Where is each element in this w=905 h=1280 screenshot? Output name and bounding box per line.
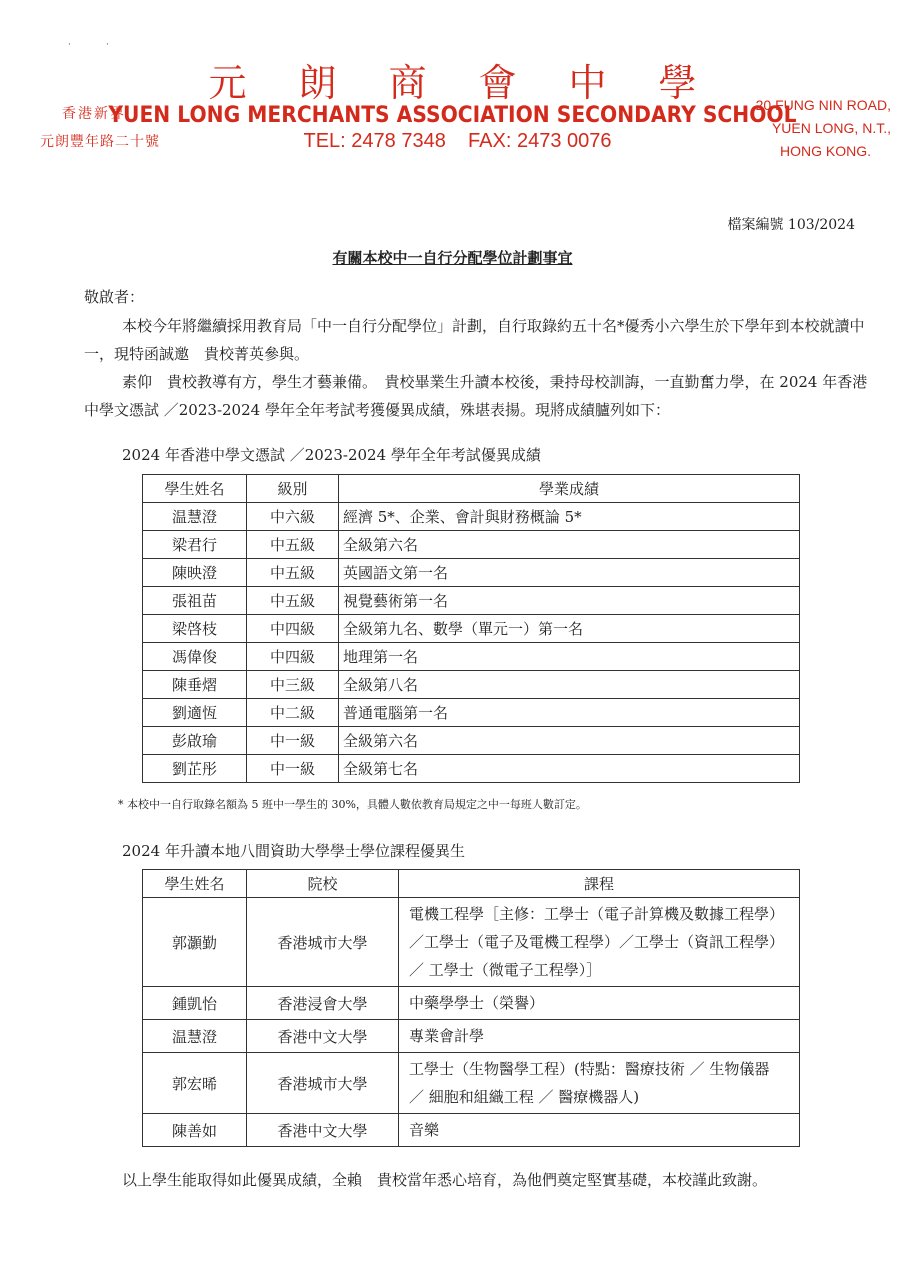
table-header-row xyxy=(143,475,800,503)
table-row xyxy=(143,671,800,699)
table-cell: 香港中文大學 xyxy=(247,1020,399,1053)
table-row xyxy=(143,643,800,671)
table-cell: 中五級 xyxy=(247,559,339,587)
table-cell: 香港城市大學 xyxy=(247,1053,399,1114)
paragraph-2 xyxy=(84,368,874,424)
table-cell: 香港中文大學 xyxy=(247,1114,399,1147)
scan-mark: · xyxy=(68,40,71,50)
table-row xyxy=(143,559,800,587)
scan-mark: · xyxy=(106,40,109,50)
address-chinese-line2: 元朗豐年路二十號 xyxy=(40,134,160,150)
address-english-line1: 20 FUNG NIN ROAD, xyxy=(755,97,891,113)
closing-paragraph: 以上學生能取得如此優異成績，全賴 貴校當年悉心培育，為他們奠定堅實基礎，本校謹此致謝。 xyxy=(122,1171,768,1189)
table-cell: 視覺藝術第一名 xyxy=(339,587,800,615)
table-row xyxy=(143,699,800,727)
header-institution: 院校 xyxy=(247,870,399,898)
header-name: 學生姓名 xyxy=(143,870,247,898)
table-row xyxy=(143,755,800,783)
table-row xyxy=(143,531,800,559)
paragraph-1 xyxy=(84,312,874,368)
table-cell: 中二級 xyxy=(247,699,339,727)
header-level: 級別 xyxy=(247,475,339,503)
table-cell: 香港城市大學 xyxy=(247,898,399,987)
paragraph-2-text: 素仰 貴校教導有方，學生才藝兼備。 貴校畢業生升讀本校後，秉持母校訓誨，一直勤奮力學，在 2024 年香港中學文憑試 ／2023-2024 學年全年考試考獲優異成績，殊堪表揚。現將成績臚列如下： xyxy=(84,373,868,419)
header-programme: 課程 xyxy=(399,870,800,898)
table-cell: 全級第七名 xyxy=(339,755,800,783)
document-title: 有關本校中一自行分配學位計劃事宜 xyxy=(332,249,573,267)
table-row xyxy=(143,1020,800,1053)
school-name-chinese: 元朗商會中學 xyxy=(208,61,749,105)
table-cell: 中藥學學士（榮譽） xyxy=(399,987,800,1020)
table-row xyxy=(143,587,800,615)
table-cell: 劉芷彤 xyxy=(143,755,247,783)
table-cell: 張祖苗 xyxy=(143,587,247,615)
table-cell: 温慧澄 xyxy=(143,503,247,531)
table-cell: 經濟 5*、企業、會計與財務概論 5* xyxy=(339,503,800,531)
table-row xyxy=(143,1114,800,1147)
table-cell: 全級第六名 xyxy=(339,531,800,559)
university-table xyxy=(142,869,800,1147)
table-cell: 香港浸會大學 xyxy=(247,987,399,1020)
table-cell: 梁君行 xyxy=(143,531,247,559)
table-row xyxy=(143,727,800,755)
table-cell: 温慧澄 xyxy=(143,1020,247,1053)
table-cell: 彭啟瑜 xyxy=(143,727,247,755)
results-table xyxy=(142,474,800,783)
table-cell: 陳映澄 xyxy=(143,559,247,587)
table1-caption: 2024 年香港中學文憑試 ／2023-2024 學年全年考試優異成績 xyxy=(122,446,541,464)
footnote: * 本校中一自行取錄名額為 5 班中一學生的 30%，具體人數依教育局規定之中一每班人數訂定。 xyxy=(118,798,587,811)
school-phone-fax: TEL: 2478 7348 FAX: 2473 0076 xyxy=(303,130,612,152)
paragraph-1-text: 本校今年將繼續採用教育局「中一自行分配學位」計劃，自行取錄約五十名*優秀小六學生於下學年到本校就讀中一，現特函誠邀 貴校菁英參與。 xyxy=(84,317,865,363)
table-cell: 中六級 xyxy=(247,503,339,531)
table-cell: 音樂 xyxy=(399,1114,800,1147)
table-cell: 郭宏晞 xyxy=(143,1053,247,1114)
table-cell: 陳善如 xyxy=(143,1114,247,1147)
table-cell: 電機工程學［主修：工學士（電子計算機及數據工程學）／工學士（電子及電機工程學）／工學士（資訊工程學）／ 工學士（微電子工程學）］ xyxy=(399,898,800,987)
table-cell: 中五級 xyxy=(247,531,339,559)
table-cell: 中五級 xyxy=(247,587,339,615)
salutation: 敬啟者： xyxy=(84,288,145,306)
table-row xyxy=(143,615,800,643)
school-name-english: YUEN LONG MERCHANTS ASSOCIATION SECONDARY SCHOOL xyxy=(108,103,797,128)
header-result: 學業成績 xyxy=(339,475,800,503)
table-cell: 普通電腦第一名 xyxy=(339,699,800,727)
table-cell: 英國語文第一名 xyxy=(339,559,800,587)
table-cell: 郭灝勤 xyxy=(143,898,247,987)
table-cell: 專業會計學 xyxy=(399,1020,800,1053)
table-header-row xyxy=(143,870,800,898)
header-name: 學生姓名 xyxy=(143,475,247,503)
table2-caption: 2024 年升讀本地八間資助大學學士學位課程優異生 xyxy=(122,842,465,860)
table-cell: 中四級 xyxy=(247,615,339,643)
table-cell: 中四級 xyxy=(247,643,339,671)
table-cell: 劉適恆 xyxy=(143,699,247,727)
table-cell: 馮偉俊 xyxy=(143,643,247,671)
table-row xyxy=(143,898,800,987)
table-row xyxy=(143,987,800,1020)
table-cell: 地理第一名 xyxy=(339,643,800,671)
table-cell: 全級第八名 xyxy=(339,671,800,699)
table-cell: 中一級 xyxy=(247,755,339,783)
table-cell: 梁啓枝 xyxy=(143,615,247,643)
file-number: 檔案編號 103/2024 xyxy=(727,217,855,233)
table-row xyxy=(143,503,800,531)
address-english-line2: YUEN LONG, N.T., xyxy=(771,120,891,136)
table-cell: 全級第九名、數學（單元一）第一名 xyxy=(339,615,800,643)
table-cell: 陳垂熠 xyxy=(143,671,247,699)
address-english-line3: HONG KONG. xyxy=(779,143,871,159)
table-cell: 鍾凱怡 xyxy=(143,987,247,1020)
table-row xyxy=(143,1053,800,1114)
address-chinese-line1: 香港新界 xyxy=(62,106,126,122)
table-cell: 中一級 xyxy=(247,727,339,755)
table-cell: 工學士（生物醫學工程）(特點：醫療技術 ／ 生物儀器 ／ 細胞和組織工程 ／ 醫療機器人) xyxy=(399,1053,800,1114)
table-cell: 中三級 xyxy=(247,671,339,699)
table-cell: 全級第六名 xyxy=(339,727,800,755)
